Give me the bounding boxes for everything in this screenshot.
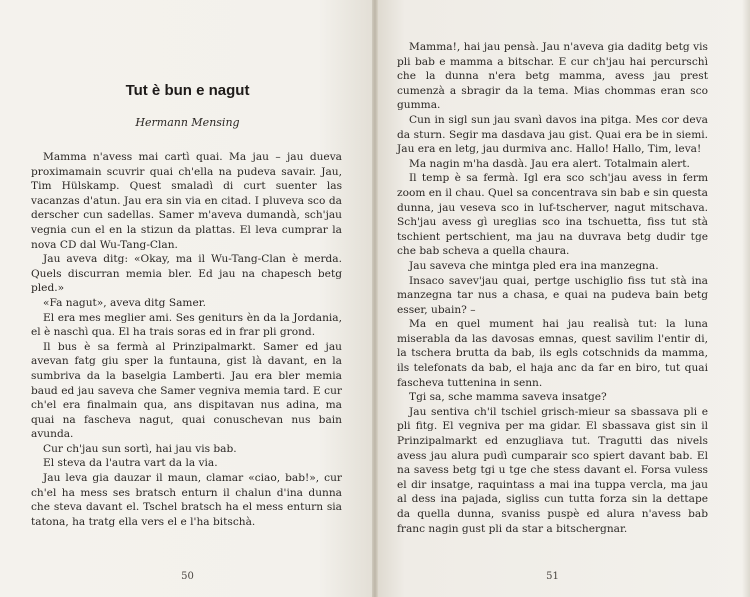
paragraph: Il temp è sa fermà. Igl era sco sch'jau avess in ferm zoom en il chau. Quel sa concentrava sin bab e sin questa dunna, jau veseva sco in luf-tscherver, nagut mitschava. Sch'jau avess gì ureglias sco ina tschuetta, fiss tut stà tschient pertschient, ma jau na duvrava betg dudir tge che bab scheva a quella chaura.: [397, 172, 708, 258]
page-number: 51: [546, 571, 559, 582]
left-body-text: [31, 150, 342, 529]
paragraph: El era mes meglier ami. Ses geniturs èn da la Jordania, el è naschì qua. El ha trais soras ed in frar pli grond.: [31, 311, 342, 339]
paragraph: Mamma n'avess mai cartì quai. Ma jau – jau dueva proximamain scuvrir quai ch'ella na pudeva savair. Jau, Tim Hülskamp. Quest smaladì di curt suenter las vacanzas d'atun. Jau era sin via en citad. I pluveva sco da derscher cun sadellas. Samer m'aveva dumandà, sch'jau vegnia cun el en la stizun da plattas. El leva cumprar la nova CD dal Wu-Tang-Clan.: [31, 151, 342, 251]
paragraph: El steva da l'autra vart da la via.: [43, 457, 218, 470]
author-name: Hermann Mensing: [135, 116, 240, 129]
paragraph: «Fa nagut», aveva ditg Samer.: [43, 296, 206, 309]
paragraph: Jau saveva che mintga pled era ina manzegna.: [409, 259, 659, 272]
paragraph: Insaco savev'jau quai, pertge uschiglio fiss tut stà ina manzegna tar nus a chasa, e quai na pudeva bain betg esser, ubain? –: [397, 274, 708, 316]
paragraph: Il bus è sa fermà al Prinzipalmarkt. Samer ed jau avevan fatg giu sper la funtauna, gist là davant, en la sumbriva da la baselgia Lamberti. Jau era bler memia baud ed jau saveva che Samer vegniva memia tard. E cur ch'el era finalmain qua, ans dispitavan nus adina, ma quai na fascheva nagut, quai conuschevan nus bain avunda.: [31, 340, 342, 441]
paragraph: Cun in sigl sun jau svanì davos ina pitga. Mes cor deva da sturn. Segir ma dasdava jau gist. Quai era be in siemi. Jau era en letg, jau durmiva anc. Hallo! Hallo, Tim, leva!: [397, 113, 708, 156]
page-number: 50: [181, 571, 194, 582]
paragraph: Ma en quel mument hai jau realisà tut: la luna miserabla da las davosas emnas, quest savilim l'entir di, la tschera brutta da bab, ils egls cotschnids da mamma, ils telefonats da bab, el haja anc da far en biro, tut quai fascheva tuttenina in senn.: [397, 318, 708, 389]
book-gutter: [372, 0, 378, 597]
right-page: [375, 0, 750, 597]
page-edge: [742, 0, 750, 597]
paragraph: Tgi sa, sche mamma saveva insatge?: [409, 391, 607, 404]
paragraph: Jau leva gia dauzar il maun, clamar «ciao, bab!», cur ch'el ha mess ses bratsch enturn il chalun d'ina dunna che steva davant el. Tschel bratsch ha el mess enturn sia tatona, ha tratg ella vers el e l'ha bitschà.: [31, 472, 342, 528]
paragraph: Ma nagin m'ha dasdà. Jau era alert. Totalmain alert.: [409, 157, 690, 170]
chapter-title: Tut è bun e nagut: [125, 82, 250, 99]
right-body-text: [397, 40, 708, 536]
paragraph: Jau aveva ditg: «Okay, ma il Wu-Tang-Clan è merda. Quels discurran memia bler. Ed jau na chapesch betg pled.»: [31, 253, 342, 295]
paragraph: Cur ch'jau sun sortì, hai jau vis bab.: [43, 442, 237, 455]
paragraph: Mamma!, hai jau pensà. Jau n'aveva gia daditg betg vis pli bab e mamma a bitschar. E cur ch'jau hai percurschì che la dunna n'era betg mamma, avess jau prest cumenzà a sbragir da la tema. Mias chommas eran sco gumma.: [397, 41, 708, 112]
paragraph: Jau sentiva ch'il tschiel grisch-mieur sa sbassava pli e pli fitg. El vegniva per ma gidar. El sbassava gist sin il Prinzipalmarkt ed enzugliava tut. Tragutti das nivels avess jau alura pudì cumparair sco spiert davant bab. El na savess betg tgi u tge che stess davant el. Forsa vuless el dir insatge, raquintass a mai ina tuppa vercla, ma jau al dess ina pajada, sigliss cun tutta forza sin la dettape da quella dunna, svaniss puspè ed alura n'avess bab franc nagin gust pli da star a bitschergnar.: [397, 405, 708, 535]
